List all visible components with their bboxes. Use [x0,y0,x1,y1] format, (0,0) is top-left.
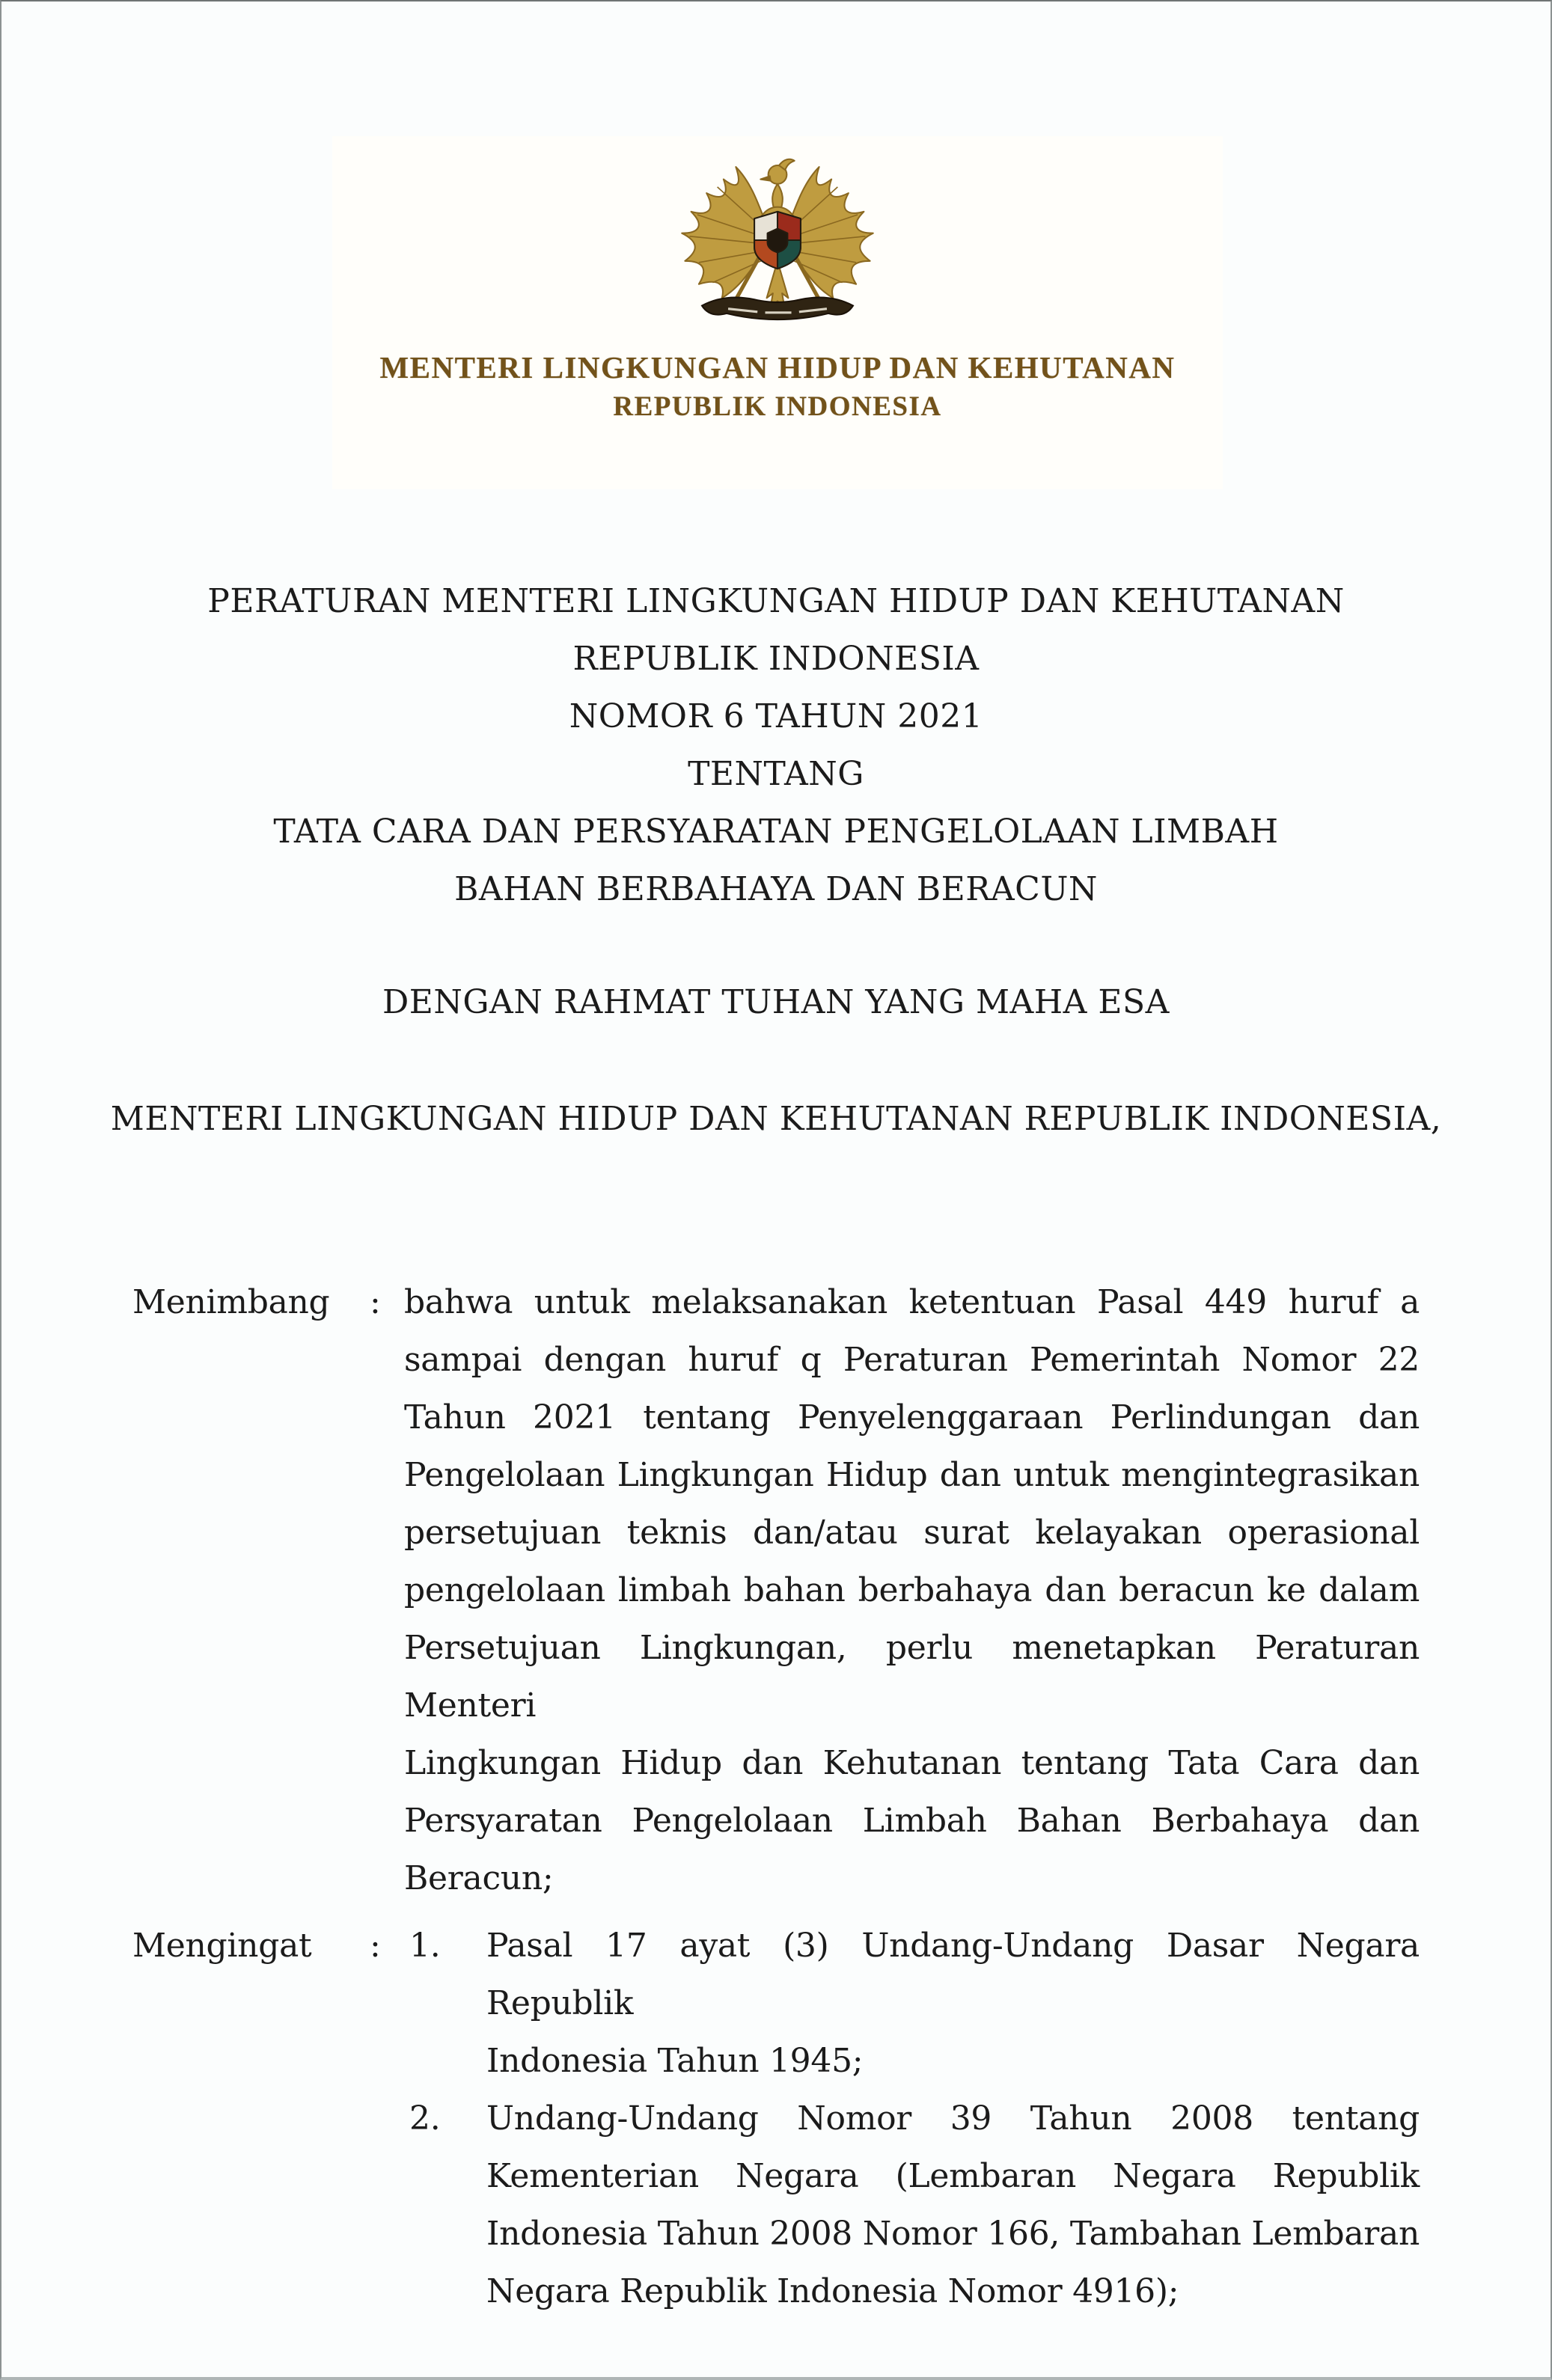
mengingat-colon: : [370,1927,381,1965]
legal-basis-item [409,2090,1420,2320]
text-line: TENTANG [688,755,864,793]
regulation-title [69,572,1483,918]
mengingat-label: Mengingat [132,1927,312,1965]
text-line: pengelolaan limbah bahan berbahaya dan beracun ke dalam [404,1571,1420,1609]
item-number: 1. [409,1927,441,1965]
ministry-name: MENTERI LINGKUNGAN HIDUP DAN KEHUTANAN [379,350,1176,385]
mengingat-list [409,1917,1420,2320]
text-line: Tahun 2021 tentang Penyelenggaraan Perlindungan dan [404,1398,1420,1437]
text-line: TATA CARA DAN PERSYARATAN PENGELOLAAN LIMBAH [273,813,1279,851]
mengingat-section [132,1917,1420,2320]
text-line: REPUBLIK INDONESIA [572,640,980,678]
text-line: Beracun; [404,1859,554,1897]
letterhead [332,136,1223,489]
text-line: Lingkungan Hidup dan Kehutanan tentang Tata Cara dan [404,1744,1420,1782]
text-line: Kementerian Negara (Lembaran Negara Republik [486,2157,1420,2195]
menimbang-paragraph [404,1273,1420,1907]
item-number: 2. [409,2099,441,2138]
menimbang-colon: : [370,1283,381,1321]
menimbang-label: Menimbang [132,1283,330,1321]
item-text [486,2090,1420,2320]
text-line: Indonesia Tahun 1945; [486,2042,864,2080]
text-line: Indonesia Tahun 2008 Nomor 166, Tambahan Lembaran [486,2215,1420,2253]
text-line: bahwa untuk melaksanakan ketentuan Pasal 449 huruf a [404,1283,1420,1321]
menimbang-section [132,1273,1420,1907]
motto-line: DENGAN RAHMAT TUHAN YANG MAHA ESA [382,983,1170,1021]
text-line: persetujuan teknis dan/atau surat kelayakan operasional [404,1514,1420,1552]
authority-line: MENTERI LINGKUNGAN HIDUP DAN KEHUTANAN REPUBLIK INDONESIA, [110,1100,1442,1138]
text-line: NOMOR 6 TAHUN 2021 [569,697,983,735]
text-line: Pengelolaan Lingkungan Hidup dan untuk mengintegrasikan [404,1456,1420,1494]
legal-basis-item [409,1917,1420,2090]
text-line: Pasal 17 ayat (3) Undang-Undang Dasar Negara Republik [486,1927,1420,2022]
text-line: PERATURAN MENTERI LINGKUNGAN HIDUP DAN KEHUTANAN [207,582,1345,620]
ministry-country: REPUBLIK INDONESIA [613,391,942,423]
text-line: sampai dengan huruf q Peraturan Pemerintah Nomor 22 [404,1341,1420,1379]
text-line: Negara Republik Indonesia Nomor 4916); [486,2272,1179,2310]
text-line: Persetujuan Lingkungan, perlu menetapkan Peraturan Menteri [404,1629,1420,1725]
text-line: Persyaratan Pengelolaan Limbah Bahan Berbahaya dan [404,1802,1420,1840]
text-line: BAHAN BERBAHAYA DAN BERACUN [454,870,1098,908]
item-text [486,1917,1420,2090]
text-line: Undang-Undang Nomor 39 Tahun 2008 tentang [486,2099,1420,2138]
garuda-pancasila-emblem [662,139,893,343]
